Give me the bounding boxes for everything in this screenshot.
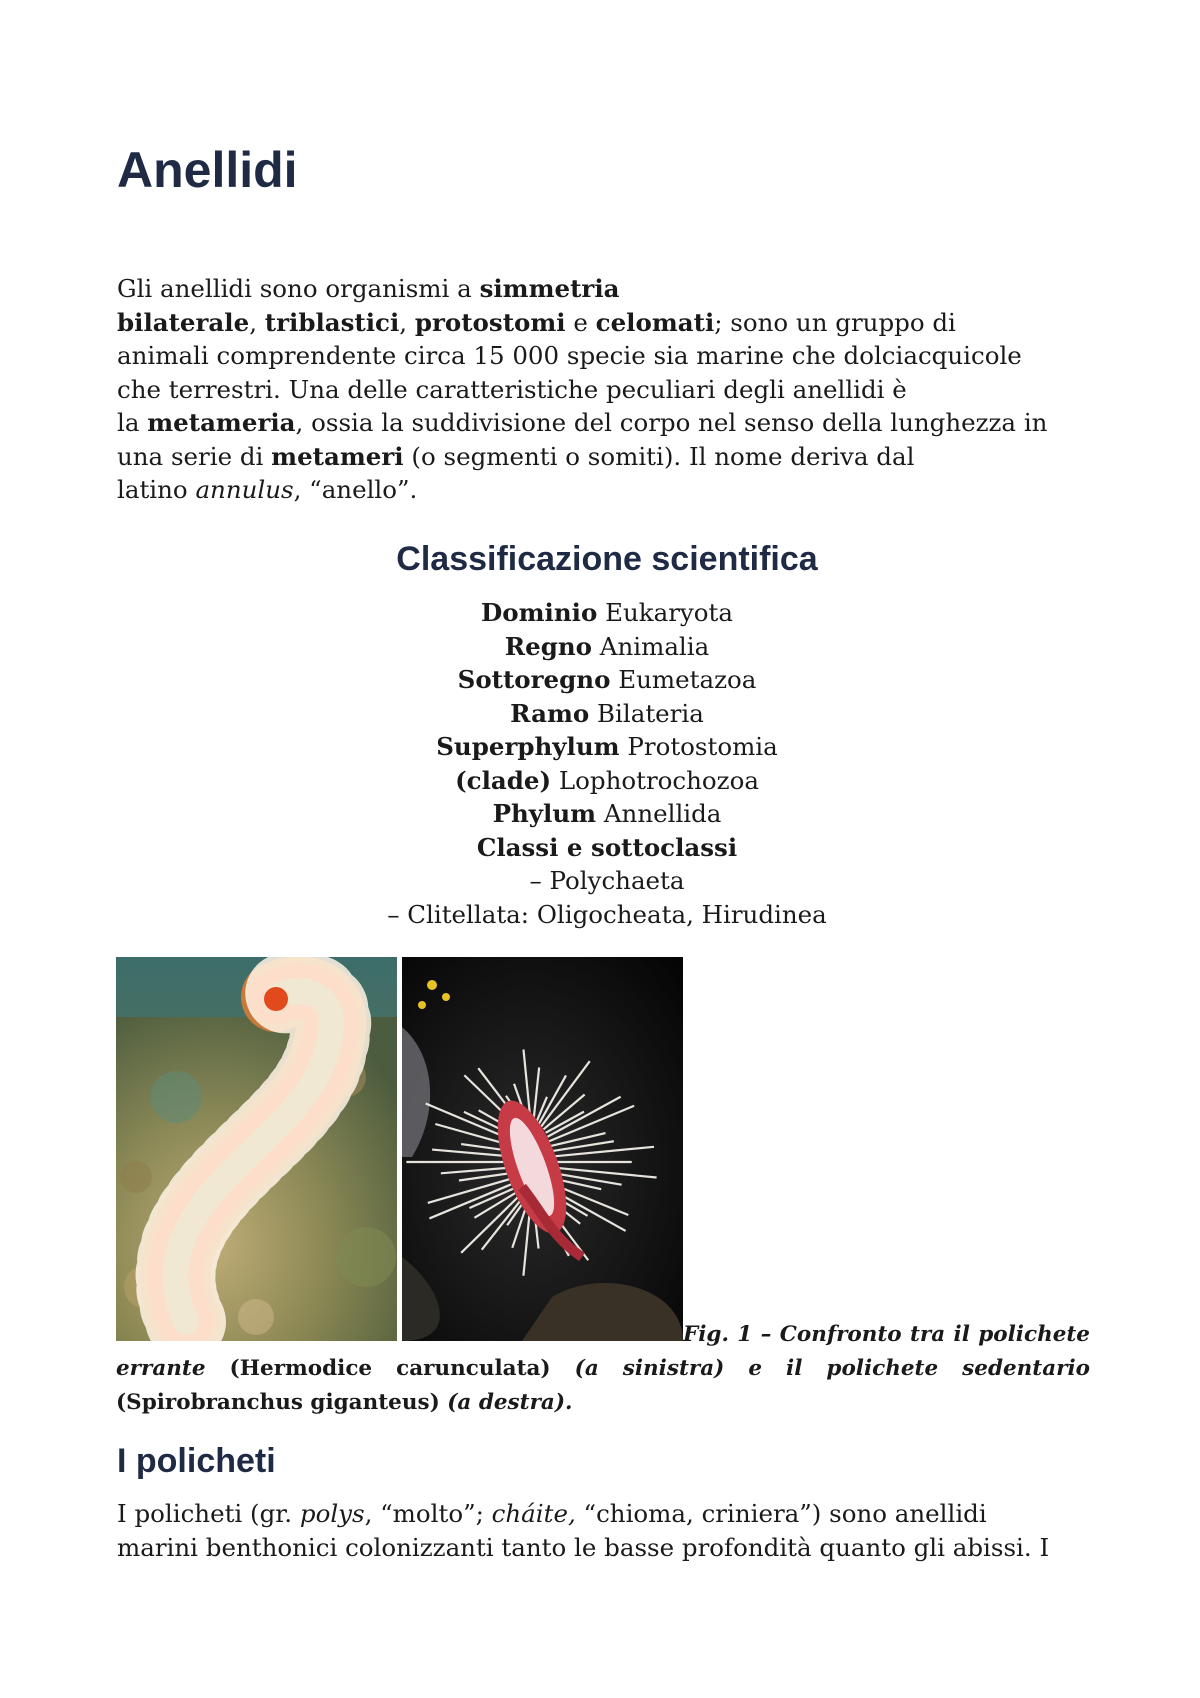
intro-line <box>117 473 1097 507</box>
text-run: Classi e sottoclassi <box>476 832 738 862</box>
policheti-line <box>117 1497 1107 1531</box>
taxonomy-row-branch <box>117 697 1097 731</box>
photo-spirobranchus-giganteus <box>402 957 683 1341</box>
text-run: Dominio <box>481 598 598 627</box>
page-title: Anellidi <box>117 142 298 198</box>
intro-line <box>117 339 1097 373</box>
text-run: polichete errante <box>116 1322 1090 1381</box>
text-run: Animalia <box>592 631 710 661</box>
text-run: Protostomia <box>619 732 778 761</box>
taxonomy-row-kingdom <box>117 630 1097 664</box>
section-heading-policheti: I policheti <box>117 1442 276 1480</box>
text-run: , ossia la suddivisione del corpo nel senso della lunghezza in <box>295 408 1048 437</box>
policheti-line <box>117 1531 1107 1565</box>
fireworm-illustration <box>116 957 397 1341</box>
text-run: Regno <box>504 631 592 661</box>
text-run: Sottoregno <box>457 665 611 694</box>
intro-paragraph <box>117 272 1097 507</box>
text-run: Phylum <box>492 799 597 828</box>
text-run: – Clitellata: Oligocheata, Hirudinea <box>387 899 827 929</box>
text-run: (Spirobranchus giganteus) <box>116 1390 448 1415</box>
text-run: I policheti (gr. <box>117 1499 300 1528</box>
photo-hermodice-carunculata <box>116 957 397 1341</box>
text-run: marini benthonici colonizzanti tanto le basse profondità quanto gli abissi. I <box>117 1532 1050 1562</box>
text-run: protostomi <box>414 307 566 337</box>
text-run: Ramo <box>510 698 590 728</box>
text-run: che terrestri. Una delle caratteristiche peculiari degli anellidi è <box>117 374 907 404</box>
text-run: annulus <box>195 475 294 504</box>
intro-line <box>117 373 1097 407</box>
policheti-paragraph <box>117 1497 1107 1564</box>
taxonomy-row-clitellata <box>117 898 1097 932</box>
text-run: metameria <box>147 408 296 437</box>
text-run: Bilateria <box>589 698 704 728</box>
text-run: animali comprendente circa 15 000 specie sia marine che dolciacquicole <box>117 341 1022 370</box>
text-run: clade <box>466 765 540 795</box>
text-run: ) <box>539 765 552 795</box>
text-run: metameri <box>271 441 404 471</box>
text-run: Eukaryota <box>597 598 733 627</box>
text-run: , <box>249 307 265 337</box>
text-run: una serie di <box>117 441 272 471</box>
text-run: , <box>399 307 415 337</box>
text-run: “chioma, criniera”) sono anellidi <box>575 1499 987 1528</box>
taxonomy-row-classes-heading <box>117 831 1097 865</box>
text-run: – Polychaeta <box>529 866 685 895</box>
text-run: (o segmenti o somiti). Il nome deriva dal <box>403 441 915 471</box>
classification-heading: Classificazione scientifica <box>396 540 818 578</box>
text-run: ( <box>455 765 467 795</box>
text-run: cháite, <box>491 1499 576 1528</box>
text-run: latino <box>117 475 196 504</box>
text-run: bilaterale <box>117 307 250 337</box>
text-run: Gli anellidi sono organismi a <box>117 274 480 303</box>
text-run: polys <box>299 1499 365 1528</box>
taxonomy-row-superphylum <box>117 730 1097 764</box>
taxonomy-row-clade <box>117 764 1097 798</box>
figure-caption-lead: Fig. 1 – Confronto tra il <box>683 1322 970 1347</box>
text-run: Lophotrochozoa <box>551 765 759 795</box>
taxonomy-row-polychaeta <box>117 864 1097 898</box>
text-run: (a sinistra) e il polichete sedentario <box>574 1356 1090 1381</box>
text-run: , “anello”. <box>293 475 418 504</box>
intro-line <box>117 272 1097 306</box>
text-run: (a destra). <box>447 1390 573 1415</box>
intro-line <box>117 406 1097 440</box>
classification-list <box>117 596 1097 931</box>
intro-line <box>117 440 1097 474</box>
text-run: ; sono un gruppo di <box>714 307 956 337</box>
text-run: la <box>117 408 148 437</box>
text-run: celomati <box>595 307 715 337</box>
text-run: triblastici <box>264 307 400 337</box>
text-run: simmetria <box>479 274 620 303</box>
fanworm-illustration <box>402 957 683 1341</box>
taxonomy-row-domain <box>117 596 1097 630</box>
figure-caption <box>116 1318 1090 1420</box>
text-run: (Hermodice carunculata) <box>205 1356 575 1381</box>
text-run: Eumetazoa <box>610 665 757 694</box>
text-run: Superphylum <box>436 732 620 761</box>
taxonomy-row-subkingdom <box>117 663 1097 697</box>
intro-line <box>117 306 1097 340</box>
taxonomy-row-phylum <box>117 797 1097 831</box>
text-run: , “molto”; <box>364 1499 492 1528</box>
text-run: Annellida <box>596 799 722 828</box>
text-run: e <box>565 307 596 337</box>
